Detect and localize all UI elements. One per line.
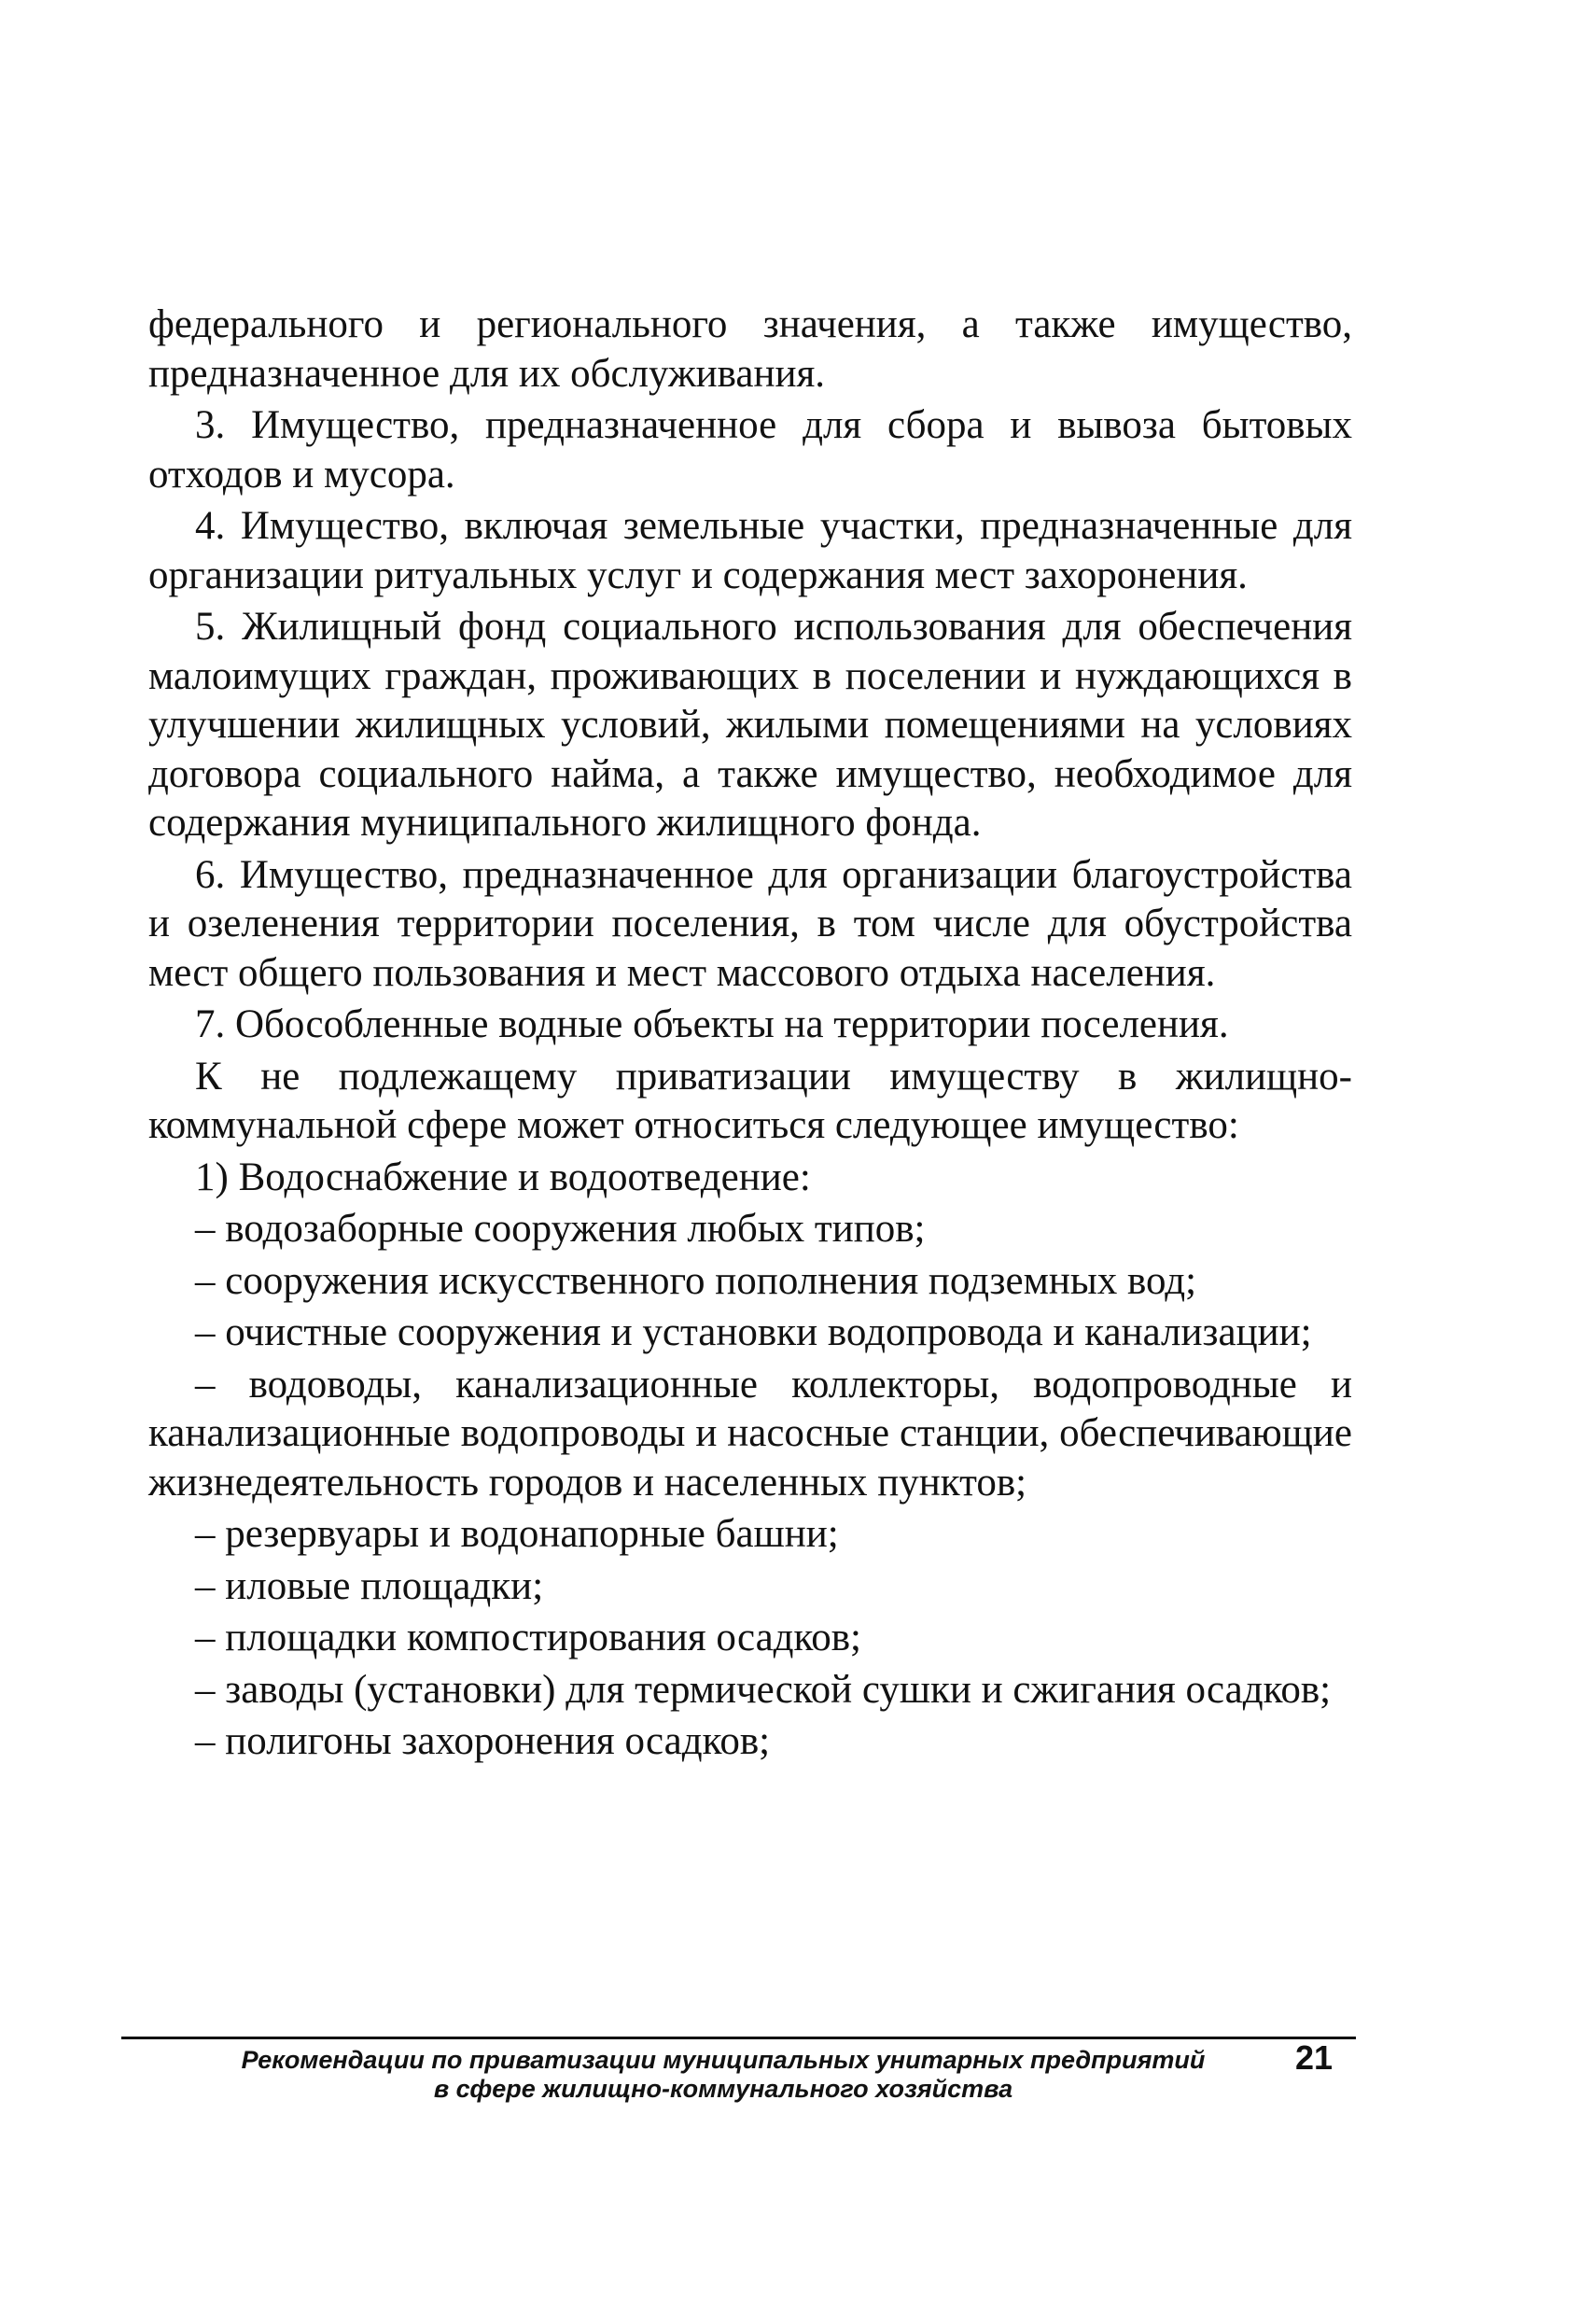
paragraph-item-4: 4. Имущество, включая земельные участки, предназначенные для организации ритуальных услуг и содержания мест захоронения. <box>148 504 1352 597</box>
list-item: – сооружения искусственного пополнения подземных вод; <box>195 1258 1197 1303</box>
footer-title-line-2: в сфере жилищно-коммунального хозяйства <box>433 2075 1013 2103</box>
footer-title-line-1: Рекомендации по приватизации муниципальных унитарных предприятий <box>241 2046 1206 2074</box>
list-item: – заводы (установки) для термической сушки и сжигания осадков; <box>195 1667 1332 1712</box>
list-item: – иловые площадки; <box>195 1563 544 1608</box>
section-heading-water: 1) Водоснабжение и водоотведение: <box>195 1155 811 1199</box>
paragraph-intro: К не подлежащему приватизации имуществу в жилищно-коммунальной сфере может относиться следующее имущество: <box>148 1054 1352 1147</box>
paragraph-item-6: 6. Имущество, предназначенное для организации благоустройства и озеленения территории поселения, в том числе для обустройства мест общего пользования и мест массового отдыха населения. <box>148 852 1352 995</box>
list-item: – площадки компостирования осадков; <box>195 1616 861 1659</box>
list-item: – водоводы, канализационные коллекторы, водопроводные и канализационные водопроводы и насосные станции, обеспечивающие жизнедеятельность городов и населенных пунктов; <box>148 1362 1352 1505</box>
footer-divider <box>121 2037 1356 2039</box>
paragraph-item-3: 3. Имущество, предназначенное для сбора и вывоза бытовых отходов и мусора. <box>148 403 1352 497</box>
page-number: 21 <box>1295 2038 1334 2077</box>
paragraph-item-7: 7. Обособленные водные объекты на территории поселения. <box>195 1002 1229 1046</box>
running-footer <box>201 2046 1246 2104</box>
list-item: – полигоны захоронения осадков; <box>195 1719 771 1763</box>
list-item: – водозаборные сооружения любых типов; <box>195 1207 926 1251</box>
list-item: – очистные сооружения и установки водопровода и канализации; <box>195 1310 1312 1354</box>
page-body <box>148 301 1352 1770</box>
paragraph-continuation: федерального и регионального значения, а также имущество, предназначенное для их обслуживания. <box>148 302 1352 396</box>
paragraph-item-5: 5. Жилищный фонд социального использования для обеспечения малоимущих граждан, проживающих в поселении и нуждающихся в улучшении жилищных условий, жилыми помещениями на условиях договора социального найма, а также имущество, необходимое для содержания муниципального жилищного фонда. <box>148 605 1352 845</box>
list-item: – резервуары и водонапорные башни; <box>195 1512 839 1556</box>
